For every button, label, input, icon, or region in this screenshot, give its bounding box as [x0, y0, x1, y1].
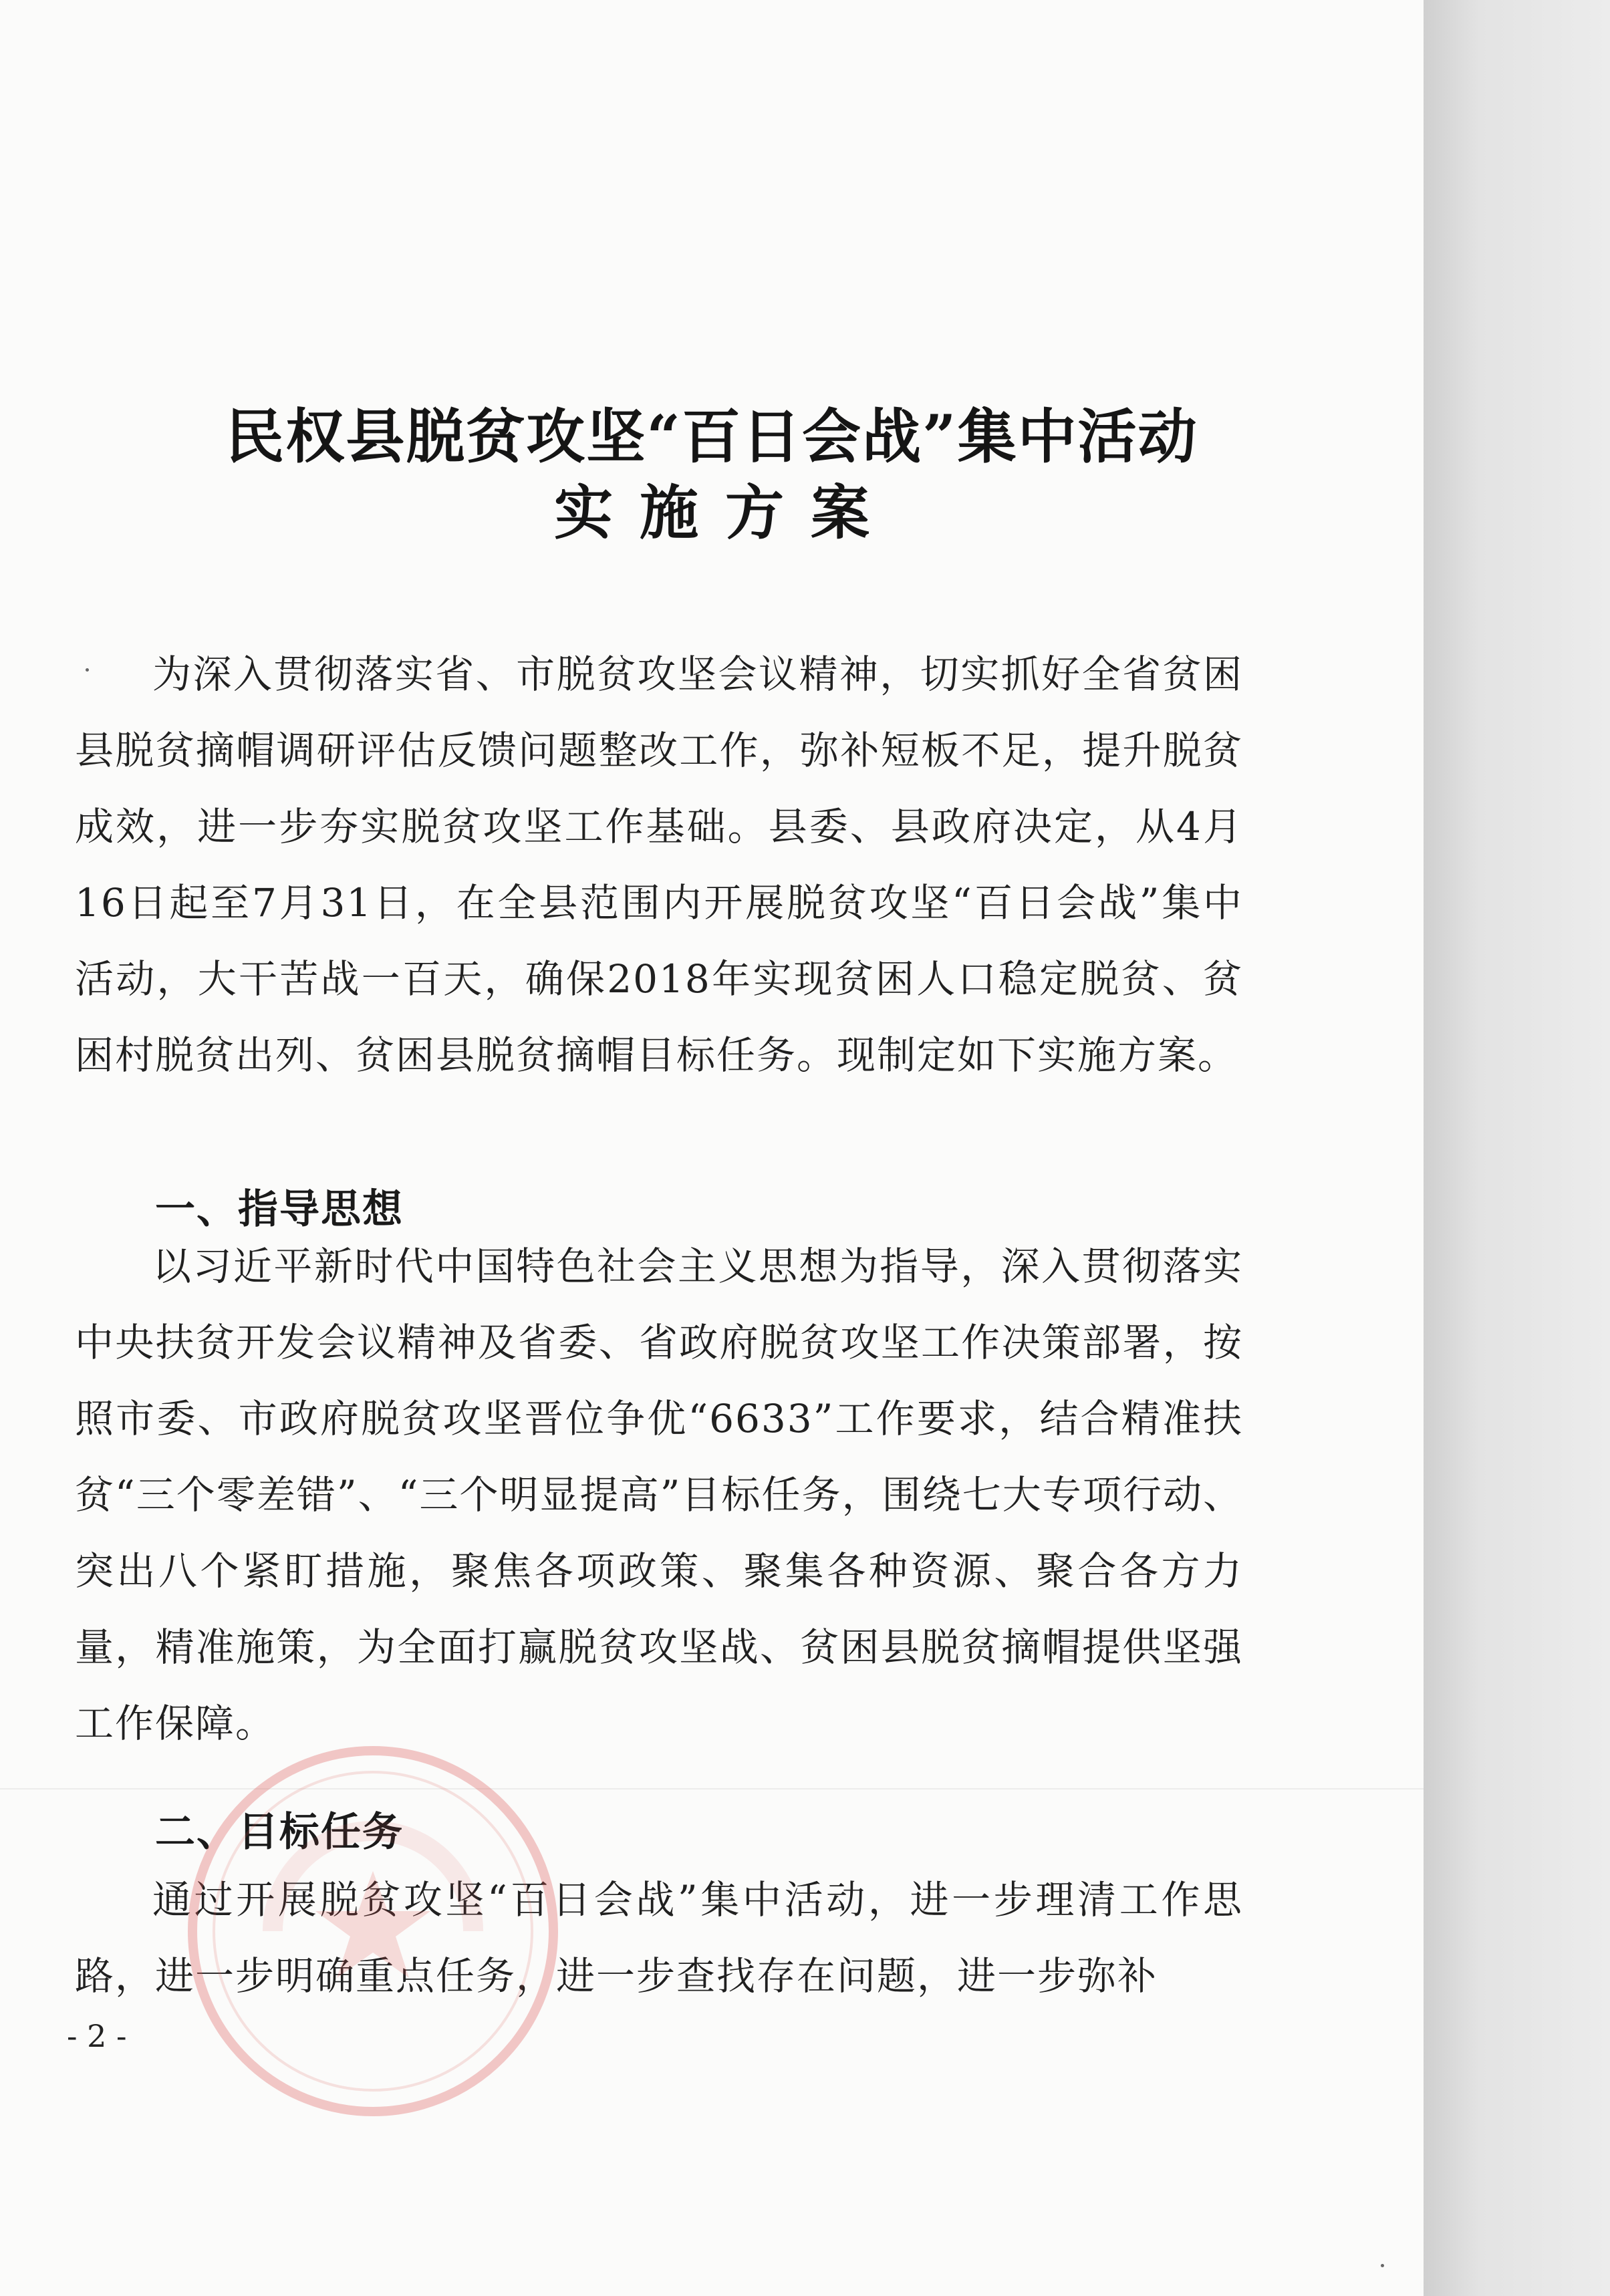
official-seal-icon	[172, 1731, 573, 2132]
paragraph-intro: 为深入贯彻落实省、市脱贫攻坚会议精神，切实抓好全省贫困县脱贫摘帽调研评估反馈问题整改工作，弥补短板不足，提升脱贫成效，进一步夯实脱贫攻坚工作基础。县委、县政府决定，从4月16日起至7月31日，在全县范围内开展脱贫攻坚“百日会战”集中活动，大干苦战一百天，确保2018年实现贫困人口稳定脱贫、贫困村脱贫出列、贫困县脱贫摘帽目标任务。现制定如下实施方案。	[75, 652, 1243, 1078]
page-number: - 2 -	[67, 2018, 127, 2054]
document-title-line2: 实施方案	[553, 478, 896, 547]
section-heading-guiding-thought: 一、指导思想	[155, 1186, 404, 1233]
page-edge-shadow	[1424, 0, 1610, 2296]
document-title-line1: 民权县脱贫攻坚“百日会战”集中活动	[225, 402, 1198, 471]
paragraph-guiding-thought: 以习近平新时代中国特色社会主义思想为指导，深入贯彻落实中央扶贫开发会议精神及省委、省政府脱贫攻坚工作决策部署，按照市委、市政府脱贫攻坚晋位争优“6633”工作要求，结合精准扶贫“三个零差错”、“三个明显提高”目标任务，围绕七大专项行动、突出八个紧盯措施，聚焦各项政策、聚集各种资源、聚合各方力量，精准施策，为全面打赢脱贫攻坚战、贫困县脱贫摘帽提供坚强工作保障。	[75, 1244, 1243, 1746]
section-heading-goals: 二、目标任务	[155, 1809, 404, 1856]
paper-speck	[86, 668, 89, 672]
paragraph-goals: 通过开展脱贫攻坚“百日会战”集中活动，进一步理清工作思路，进一步明确重点任务，进一步查找存在问题，进一步弥补	[75, 1877, 1243, 1999]
paper-speck	[1381, 2264, 1384, 2267]
